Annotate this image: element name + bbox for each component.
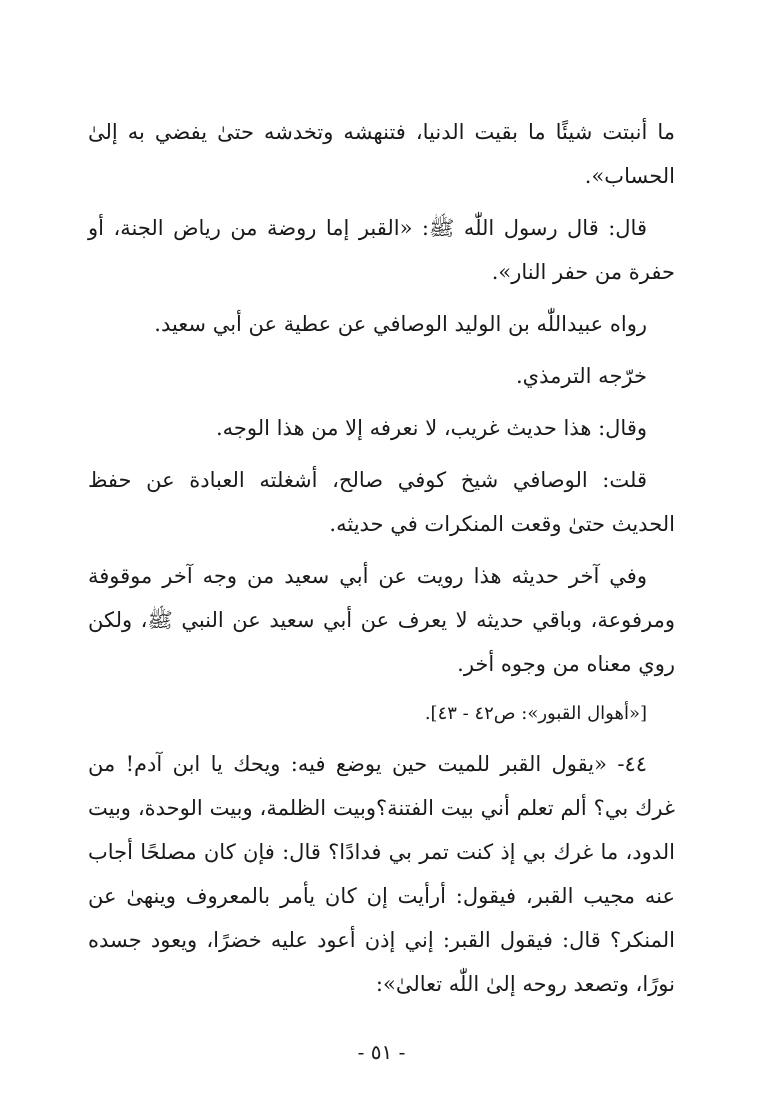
paragraph-1: ما أنبتت شيئًا ما بقيت الدنيا، فتنهشه وتخدشه حتىٰ يفضي به إلىٰ الحساب». bbox=[88, 120, 675, 188]
source-reference: [«أهوال القبور»: ص٤٢ - ٤٣]. bbox=[424, 703, 647, 724]
paragraph-6: قلت: الوصافي شيخ كوفي صالح، أشغلته العبادة عن حفظ الحديث حتىٰ وقعت المنكرات في حديثه. bbox=[88, 468, 675, 536]
page-body bbox=[88, 110, 675, 1014]
paragraph-2: قال: قال رسول اللّٰه ﷺ: «القبر إما روضة من رياض الجنة، أو حفرة من حفر النار». bbox=[88, 216, 675, 284]
paragraph-7: وفي آخر حديثه هذا رويت عن أبي سعيد من وجه آخر موقوفة ومرفوعة، وباقي حديثه لا يعرف عن أبي سعيد عن النبي ﷺ، ولكن روي معناه من وجوه أخر. bbox=[88, 564, 675, 676]
paragraph-5: وقال: هذا حديث غريب، لا نعرفه إلا من هذا الوجه. bbox=[215, 416, 647, 440]
page-number: - ٥١ - bbox=[357, 1040, 406, 1064]
paragraph-4: خرّجه الترمذي. bbox=[515, 364, 647, 388]
paragraph-hadith-44: ٤٤- «يقول القبر للميت حين يوضع فيه: ويحك يا ابن آدم! من غرك بي؟ ألم تعلم أني بيت الفتنة؟وبيت الظلمة، وبيت الوحدة، وبيت الدود، ما غرك بي إذ كنت تمر بي فدادًا؟ قال: فإن كان مصلحًا أجاب عنه مجيب القبر، فيقول: أرأيت إن كان يأمر بالمعروف وينهىٰ عن المنكر؟ قال: فيقول القبر: إني إذن أعود عليه خضرًا، ويعود جسده نورًا، وتصعد روحه إلىٰ اللّٰه تعالىٰ»: bbox=[88, 752, 675, 996]
paragraph-3: رواه عبيداللّٰه بن الوليد الوصافي عن عطية عن أبي سعيد. bbox=[154, 312, 647, 336]
